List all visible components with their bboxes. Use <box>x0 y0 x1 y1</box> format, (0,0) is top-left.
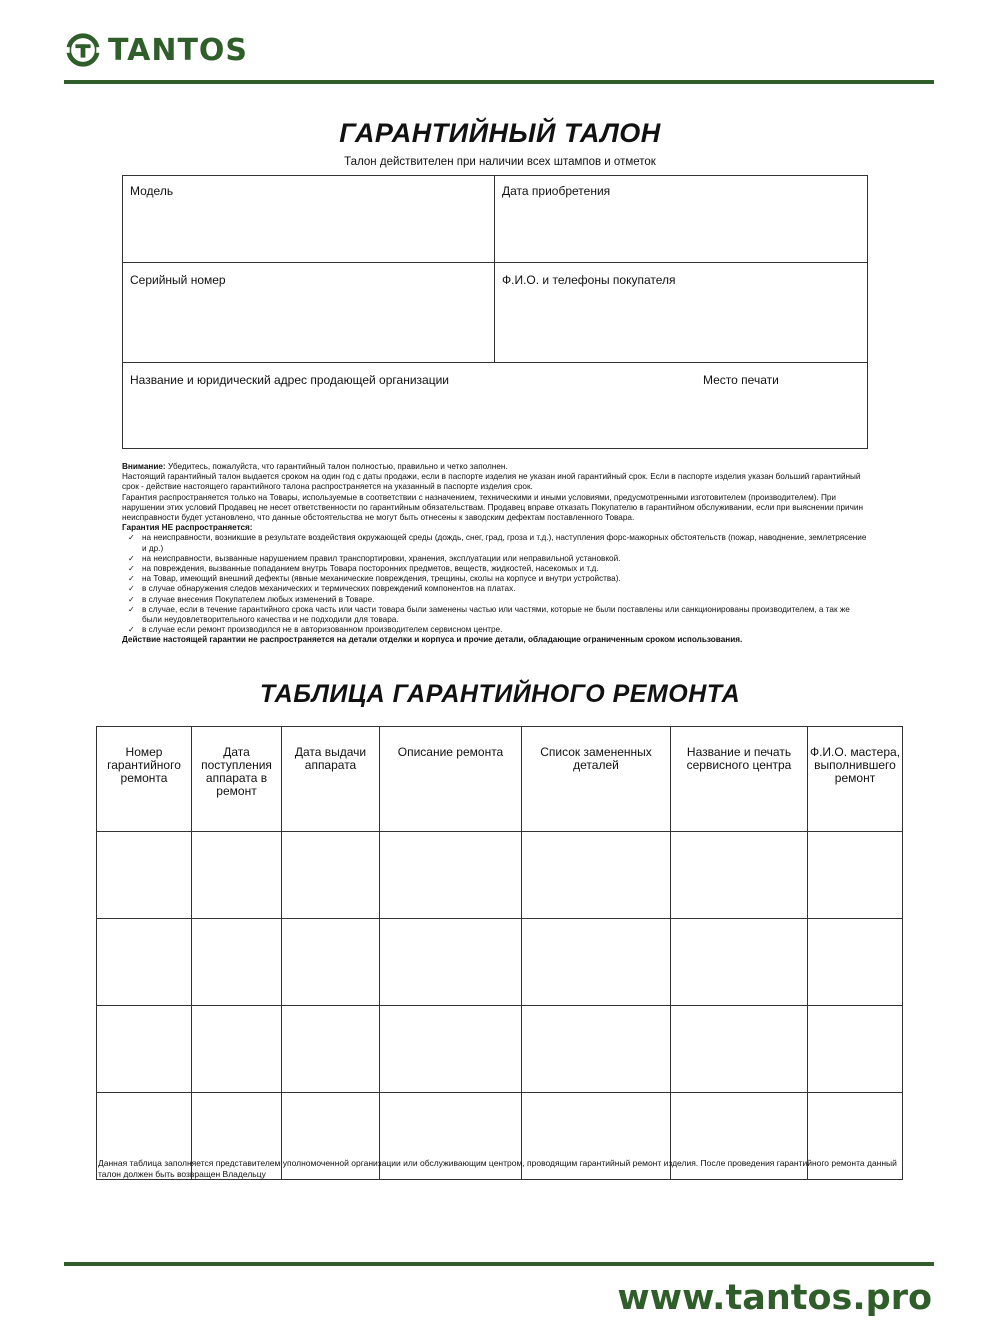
table-cell[interactable] <box>671 919 808 1006</box>
field-buyer[interactable]: Ф.И.О. и телефоны покупателя <box>502 273 676 287</box>
checkmark-icon: ✓ <box>128 594 135 604</box>
table-cell[interactable] <box>192 832 282 919</box>
table-cell[interactable] <box>808 832 903 919</box>
table-cell[interactable] <box>671 832 808 919</box>
table-row <box>97 919 903 1006</box>
table-cell[interactable] <box>282 832 380 919</box>
attention-label: Внимание: <box>122 462 166 471</box>
table-cell[interactable] <box>192 1006 282 1093</box>
not-covered-label: Гарантия НЕ распространяется: <box>122 523 253 533</box>
checkmark-icon: ✓ <box>128 574 135 584</box>
form-divider <box>494 176 495 363</box>
tantos-logo-icon <box>64 31 102 69</box>
attention-line <box>122 462 872 472</box>
form-divider <box>123 362 867 363</box>
table-row <box>97 1006 903 1093</box>
column-header: Дата выдачи аппарата <box>282 727 380 832</box>
attention-text: Убедитесь, пожалуйста, что гарантийный талон полностью, правильно и четко заполнен. <box>167 462 508 471</box>
table-cell[interactable] <box>380 919 522 1006</box>
table-row <box>97 832 903 919</box>
terms-paragraph: Гарантия распространяется только на Товары, используемые в соответствии с назначением, техническими и иными условиями, предусмотренными изготовителем (производителем). При нарушении этих условий Продавец не несет ответственности по гарантийным обязательствам. Продавец вправе отказать Покупателю в гарантийном обслуживании, если при выяснении причин неисправности будет установлено, что данные обстоятельства не могут быть отнесены к заводским дефектам поставленного Товара. <box>122 492 863 523</box>
column-header: Ф.И.О. мастера, выполнившего ремонт <box>808 727 903 832</box>
table-cell[interactable] <box>97 919 192 1006</box>
table-cell[interactable] <box>380 1006 522 1093</box>
table-cell[interactable] <box>380 832 522 919</box>
column-header: Номер гарантийного ремонта <box>97 727 192 832</box>
exclusion-item: ✓ в случае обнаружения следов механических и термических повреждений компонентов на платах. <box>128 584 516 594</box>
warranty-card-title: ГАРАНТИЙНЫЙ ТАЛОН <box>339 118 661 148</box>
field-model[interactable]: Модель <box>130 184 174 198</box>
table-cell[interactable] <box>671 1006 808 1093</box>
table-cell[interactable] <box>282 919 380 1006</box>
footer-divider <box>64 1262 934 1266</box>
exclusion-item: ✓ в случае внесения Покупателем любых изменений в Товаре. <box>128 594 375 604</box>
field-purchase-date[interactable]: Дата приобретения <box>502 184 611 198</box>
column-header: Описание ремонта <box>380 727 522 832</box>
checkmark-icon: ✓ <box>128 533 135 543</box>
website-url[interactable]: www.tantos.pro <box>617 1278 932 1318</box>
terms-paragraph: Настоящий гарантийный талон выдается сроком на один год с даты продажи, если в паспорте изделия не указан иной гарантийный срок. Если в паспорте изделия указан больший гарантийный срок - действие настоящего гарантийного талона распространяется на указанный в паспорте изделия срок. <box>122 472 861 492</box>
table-cell[interactable] <box>522 832 671 919</box>
field-stamp-place: Место печати <box>703 373 779 387</box>
column-header: Список замененных деталей <box>522 727 671 832</box>
warranty-card-subtitle: Талон действителен при наличии всех штампов и отметок <box>344 156 656 168</box>
table-cell[interactable] <box>97 832 192 919</box>
field-seller[interactable]: Название и юридический адрес продающей организации <box>130 373 449 387</box>
table-cell[interactable] <box>282 1006 380 1093</box>
checkmark-icon: ✓ <box>128 625 135 635</box>
exclusion-item: ✓ в случае если ремонт производился не в авторизованном производителем сервисном центре. <box>128 625 503 635</box>
checkmark-icon: ✓ <box>128 553 135 563</box>
table-cell[interactable] <box>522 1006 671 1093</box>
column-header: Дата поступления аппарата в ремонт <box>192 727 282 832</box>
header-divider <box>64 80 934 84</box>
checkmark-icon: ✓ <box>128 604 135 614</box>
warranty-card-form <box>122 175 868 449</box>
checkmark-icon: ✓ <box>128 584 135 594</box>
table-cell[interactable] <box>192 919 282 1006</box>
field-serial-number[interactable]: Серийный номер <box>130 273 226 287</box>
checkmark-icon: ✓ <box>128 564 135 574</box>
repair-table <box>96 726 903 1180</box>
repair-table-title: ТАБЛИЦА ГАРАНТИЙНОГО РЕМОНТА <box>259 680 741 708</box>
exclusion-item: ✓ на Товар, имеющий внешний дефекты (явные механические повреждения, трещины, сколы на корпусе и внутри устройства). <box>128 574 621 584</box>
repair-table-note: Данная таблица заполняется представителем уполномоченной организации или обслуживающим центром, проводящим гарантийный ремонт изделия. После проведения гарантийного ремонта данный талон должен быть возвращен Владельцу <box>98 1158 897 1179</box>
exclusion-item: ✓ на повреждения, вызванные попаданием внутрь Товара посторонних предметов, веществ, жидкостей, насекомых и т.д. <box>128 564 599 574</box>
brand-logo <box>64 30 248 70</box>
column-header: Название и печать сервисного центра <box>671 727 808 832</box>
exclusion-item: ✓ в случае, если в течение гарантийного срока часть или части товара были заменены частью или частями, которые не были поставлены или санкционированы производителем, а так же были неудовлетворительного качества и не подходили для товара. <box>128 604 850 625</box>
warranty-terms <box>122 462 872 646</box>
table-cell[interactable] <box>808 919 903 1006</box>
form-divider <box>123 262 867 263</box>
brand-name: TANTOS <box>108 32 249 68</box>
exclusion-item: ✓ на неисправности, возникшие в результате воздействия окружающей среды (дождь, снег, град, гроза и т.д.), наступления форс-мажорных обстоятельств (пожар, наводнение, землетрясение и др.) <box>128 533 867 553</box>
exclusion-item: ✓ на неисправности, вызванные нарушением правил транспортировки, хранения, эксплуатации или неправильной установкой. <box>128 553 621 563</box>
table-cell[interactable] <box>97 1006 192 1093</box>
table-cell[interactable] <box>522 919 671 1006</box>
table-cell[interactable] <box>808 1006 903 1093</box>
terms-closing: Действие настоящей гарантии не распространяется на детали отделки и корпуса и прочие детали, обладающие ограниченным сроком использования. <box>122 635 743 645</box>
table-header-row <box>97 727 903 832</box>
